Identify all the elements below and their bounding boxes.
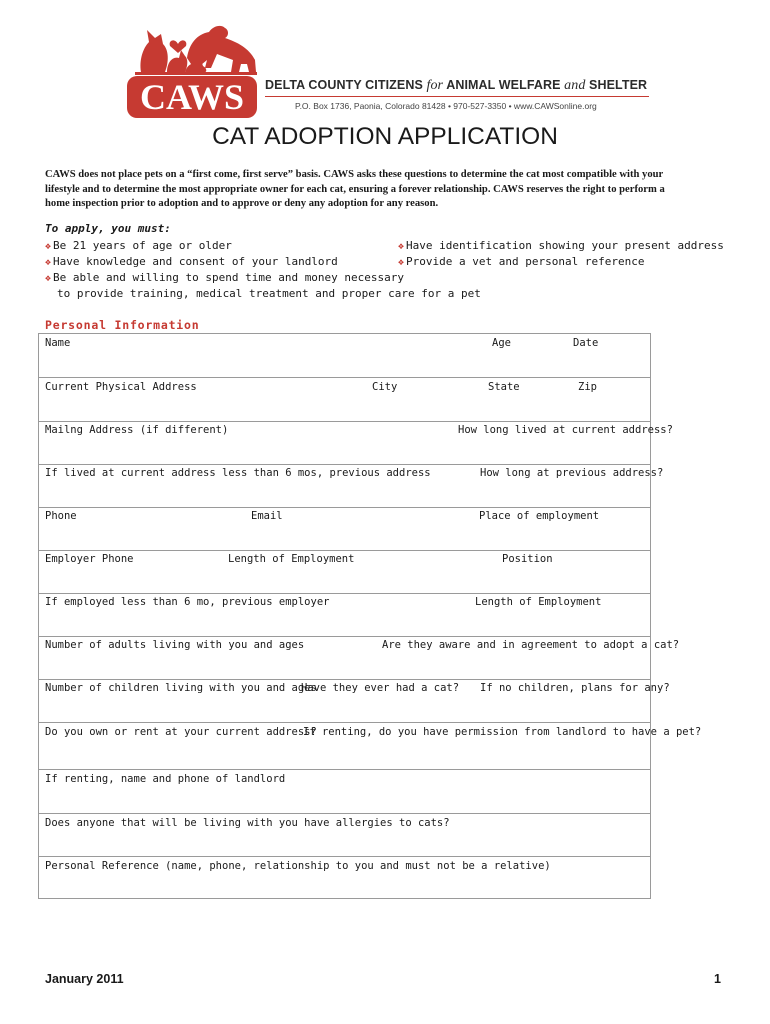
- diamond-bullet-icon: ❖: [45, 273, 52, 284]
- field-adults-in-home: Number of adults living with you and ages: [45, 639, 305, 651]
- field-name: Name: [45, 337, 71, 349]
- form-row[interactable]: [39, 637, 680, 680]
- form-row[interactable]: [39, 378, 650, 422]
- field-current-address: Current Physical Address: [45, 381, 197, 393]
- section-heading-personal-information: Personal Information: [45, 318, 200, 332]
- form-row[interactable]: [39, 857, 650, 899]
- footer-date: January 2011: [45, 972, 124, 986]
- field-children-plans: If no children, plans for any?: [480, 682, 670, 694]
- form-row[interactable]: [39, 594, 650, 637]
- field-landlord-permission: If renting, do you have permission from landlord to have a pet?: [303, 726, 702, 738]
- diamond-bullet-icon: ❖: [45, 241, 52, 252]
- organization-name: DELTA COUNTY CITIZENS for ANIMAL WELFARE and SHELTER: [265, 78, 648, 93]
- field-zip: Zip: [578, 381, 597, 393]
- field-length-of-employment: Length of Employment: [228, 553, 355, 565]
- cat-silhouette-icon: [140, 30, 167, 72]
- field-employer-phone: Employer Phone: [45, 553, 134, 565]
- caws-logo: [125, 20, 260, 120]
- diamond-bullet-icon: ❖: [398, 241, 405, 252]
- apply-heading: To apply, you must:: [45, 222, 171, 235]
- field-personal-reference: Personal Reference (name, phone, relationship to you and must not be a relative): [45, 860, 551, 872]
- organization-contact: P.O. Box 1736, Paonia, Colorado 81428 • 970-527-3350 • www.CAWSonline.org: [295, 101, 597, 111]
- field-previous-length-of-employment: Length of Employment: [475, 596, 602, 608]
- diamond-bullet-icon: ❖: [45, 257, 52, 268]
- field-children-in-home: Number of children living with you and ages: [45, 682, 317, 694]
- requirement-item-continued: to provide training, medical treatment and proper care for a pet: [57, 287, 481, 300]
- field-cat-allergies: Does anyone that will be living with you have allergies to cats?: [45, 817, 450, 829]
- page-title: CAT ADOPTION APPLICATION: [212, 123, 558, 150]
- field-landlord-contact: If renting, name and phone of landlord: [45, 773, 286, 785]
- form-row[interactable]: [39, 422, 673, 465]
- field-previous-employer: If employed less than 6 mo, previous employer: [45, 596, 330, 608]
- field-date: Date: [573, 337, 599, 349]
- field-own-or-rent: Do you own or rent at your current address?: [45, 726, 317, 738]
- field-previous-address: If lived at current address less than 6 mos, previous address: [45, 467, 431, 479]
- field-email: Email: [251, 510, 283, 522]
- field-time-at-address: How long lived at current address?: [458, 424, 673, 436]
- form-row[interactable]: [39, 551, 650, 594]
- requirement-item: ❖ Have knowledge and consent of your landlord: [45, 255, 338, 268]
- requirement-item: ❖ Provide a vet and personal reference: [398, 255, 645, 268]
- form-row[interactable]: [39, 680, 670, 723]
- letterhead: [125, 20, 650, 120]
- field-state: State: [488, 381, 520, 393]
- form-row[interactable]: [39, 723, 702, 770]
- field-place-of-employment: Place of employment: [479, 510, 600, 522]
- form-row[interactable]: [39, 508, 650, 551]
- form-row[interactable]: [39, 814, 650, 857]
- requirement-item: ❖ Be 21 years of age or older: [45, 239, 232, 252]
- field-time-at-previous: How long at previous address?: [480, 467, 664, 479]
- page-number: 1: [714, 972, 721, 986]
- form-row[interactable]: [39, 334, 650, 378]
- diamond-bullet-icon: ❖: [398, 257, 405, 268]
- form-row[interactable]: [39, 465, 664, 508]
- field-adults-agreement: Are they aware and in agreement to adopt a cat?: [382, 639, 680, 651]
- field-city: City: [372, 381, 398, 393]
- form-row[interactable]: [39, 770, 650, 814]
- field-mailing-address: Mailng Address (if different): [45, 424, 229, 436]
- field-age: Age: [492, 337, 511, 349]
- personal-information-form: [38, 333, 702, 899]
- intro-paragraph: CAWS does not place pets on a “first come, first serve” basis. CAWS asks these questions to determine the cat most compatible with your lifestyle and to determine the most appropriate owner for each cat, ensuring a forever relationship. CAWS reserves the right to perform a home inspection prior to adoption and to approve or deny any adoption for any reason.: [45, 169, 665, 209]
- requirement-item: ❖ Be able and willing to spend time and money necessary: [45, 271, 405, 284]
- logo-text: CAWS: [139, 77, 245, 117]
- header-divider: [265, 96, 649, 97]
- field-phone: Phone: [45, 510, 77, 522]
- field-position: Position: [502, 553, 553, 565]
- field-children-had-cat: Have they ever had a cat?: [301, 682, 460, 694]
- requirement-item: ❖ Have identification showing your present address: [398, 239, 724, 252]
